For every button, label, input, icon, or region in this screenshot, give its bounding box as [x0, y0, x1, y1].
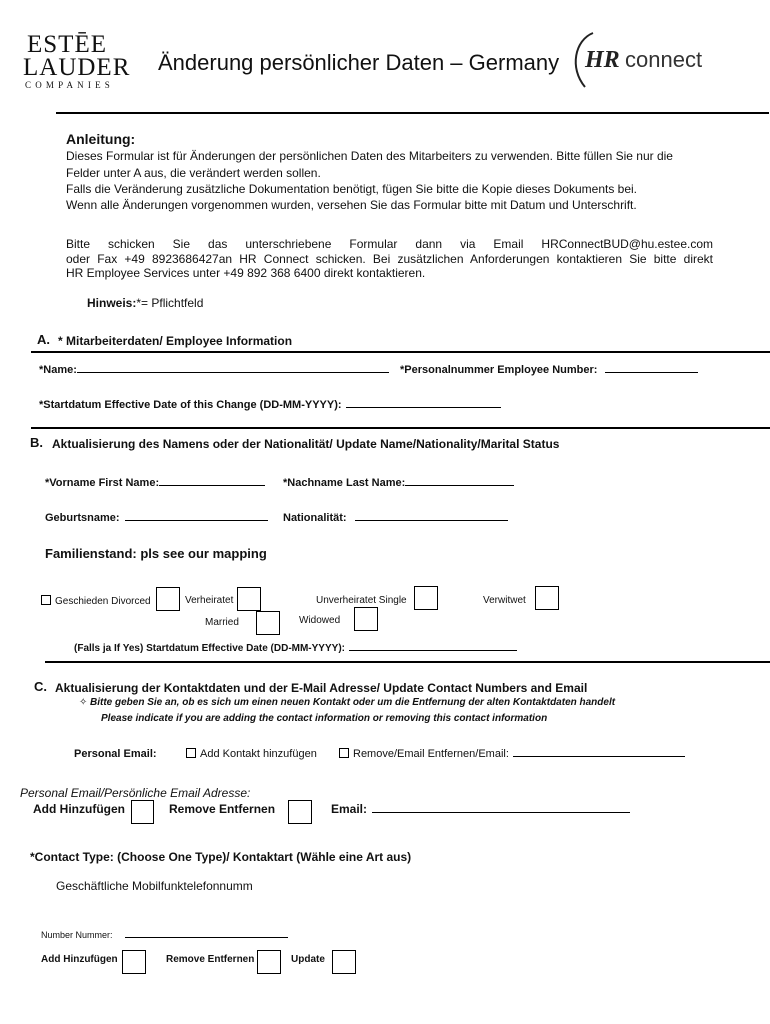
birth-name-field[interactable]: [125, 520, 268, 521]
email-field[interactable]: [372, 812, 630, 813]
employee-number-row: [400, 364, 698, 376]
logo-line-3: COMPANIES: [25, 80, 114, 90]
required-note-label: Hinweis:: [87, 296, 137, 310]
email-remove-box[interactable]: [288, 800, 312, 824]
email-label: Email:: [331, 802, 368, 816]
marital-status-heading: Familienstand: pls see our mapping: [45, 546, 267, 561]
birth-name-row: [45, 512, 268, 524]
last-name-label: *Nachname Last Name:: [283, 477, 406, 489]
email-row: [331, 802, 630, 816]
logo-line-2: LAUDER: [23, 54, 131, 81]
email-add-box[interactable]: [131, 800, 154, 824]
number-label: Number Nummer:: [41, 930, 113, 940]
add-contact-checkbox[interactable]: [186, 748, 196, 758]
nationality-field[interactable]: [355, 520, 508, 521]
required-note-text: *= Pflichtfeld: [136, 296, 204, 310]
last-name-field[interactable]: [405, 485, 514, 486]
married-box-2[interactable]: [256, 611, 280, 635]
effective-date-label: *Startdatum Effective Date of this Change (DD-MM-YYYY):: [39, 399, 342, 411]
single-box[interactable]: [414, 586, 438, 610]
section-a-divider: [31, 351, 770, 353]
last-name-row: [283, 477, 514, 489]
header-divider: [56, 112, 769, 114]
instructions-heading: Anleitung:: [66, 131, 136, 147]
first-name-label: *Vorname First Name:: [45, 477, 160, 489]
married-box-1[interactable]: [237, 587, 261, 611]
divorced-checkbox[interactable]: [41, 595, 51, 605]
number-row: [41, 930, 288, 940]
add-contact-option[interactable]: [186, 748, 317, 760]
remove-email-field[interactable]: [513, 756, 685, 757]
remove-email-checkbox[interactable]: [339, 748, 349, 758]
nationality-row: [283, 512, 508, 524]
logo-line-1: ESTĒE: [27, 31, 107, 58]
instructions-send-line-2: oder Fax +49 8923686427an HR Connect schicken. Bei zusätzlichen Anforderungen kontaktieren Sie bitte direkt: [66, 252, 713, 266]
diamond-bullet-icon: ✧: [79, 697, 88, 708]
instructions-line-3: Falls die Veränderung zusätzliche Dokumentation benötigt, fügen Sie bitte die Kopie dieses Dokuments bei.: [66, 182, 638, 196]
divorced-label: Geschieden Divorced: [55, 596, 151, 607]
instructions-send-line-1: Bitte schicken Sie das unterschriebene Formular dann via Email HRConnectBUD@hu.estee.com: [66, 237, 713, 251]
widowed-label-2: Widowed: [299, 615, 341, 626]
personal-email-heading: Personal Email/Persönliche Email Adresse:: [20, 786, 251, 800]
number-add-box[interactable]: [122, 950, 146, 974]
if-yes-date-field[interactable]: [349, 650, 517, 651]
first-name-field[interactable]: [159, 485, 265, 486]
section-c-divider-top: [45, 661, 770, 663]
section-b-title: Aktualisierung des Namens oder der Nationalität/ Update Name/Nationality/Marital Status: [52, 437, 560, 451]
effective-date-field[interactable]: [346, 407, 501, 408]
page-title: Änderung persönlicher Daten – Germany: [158, 50, 560, 75]
married-label-1: Verheiratet: [185, 595, 234, 606]
divorced-option[interactable]: [41, 595, 151, 607]
instructions-line-2: Felder unter A aus, die verändert werden sollen.: [66, 166, 321, 180]
widowed-box-2[interactable]: [354, 607, 378, 631]
section-c-title: Aktualisierung der Kontaktdaten und der E-Mail Adresse/ Update Contact Numbers and Email: [55, 681, 588, 695]
section-c-letter: C.: [34, 679, 47, 694]
business-mobile-label: Geschäftliche Mobilfunktelefonnumm: [56, 879, 253, 893]
remove-email-option[interactable]: [339, 748, 685, 760]
employee-number-label: *Personalnummer Employee Number:: [400, 364, 598, 376]
name-label: *Name:: [39, 364, 77, 376]
first-name-row: [45, 477, 265, 489]
number-update-box[interactable]: [332, 950, 356, 974]
instructions-send-line-3: HR Employee Services unter +49 892 368 6400 direkt kontaktieren.: [66, 266, 426, 280]
number-update-label: Update: [291, 954, 325, 965]
if-yes-date-row: [74, 643, 517, 654]
name-field[interactable]: [77, 372, 389, 373]
hr-logo-bold: HR: [585, 47, 620, 73]
instructions-line-1: Dieses Formular ist für Änderungen der persönlichen Daten des Mitarbeiters zu verwenden. Bitte füllen Sie nur die: [66, 149, 673, 163]
hr-logo-text: connect: [625, 47, 703, 72]
widowed-box-1[interactable]: [535, 586, 559, 610]
nationality-label: Nationalität:: [283, 512, 347, 524]
section-b-letter: B.: [30, 435, 43, 450]
effective-date-row: [39, 399, 501, 411]
email-remove-label: Remove Entfernen: [169, 802, 276, 816]
employee-number-field[interactable]: [605, 372, 698, 373]
section-a-letter: A.: [37, 332, 50, 347]
section-a-title: * Mitarbeiterdaten/ Employee Information: [58, 334, 293, 348]
instructions-line-4: Wenn alle Änderungen vorgenommen wurden, versehen Sie das Formular bitte mit Datum und Unterschrift.: [66, 198, 637, 212]
personal-email-label: Personal Email:: [74, 748, 157, 760]
section-c-note-2: Please indicate if you are adding the contact information or removing this contact information: [101, 713, 548, 724]
section-c-note-1: Bitte geben Sie an, ob es sich um einen neuen Kontakt oder um die Entfernung der alten Kontaktdaten handelt: [90, 697, 616, 708]
add-contact-label: Add Kontakt hinzufügen: [200, 748, 317, 760]
number-remove-label: Remove Entfernen: [166, 954, 255, 965]
section-b-divider-top: [31, 427, 770, 429]
if-yes-date-label: (Falls ja If Yes) Startdatum Effective Date (DD-MM-YYYY):: [74, 643, 345, 654]
remove-email-label: Remove/Email Entfernen/Email:: [353, 748, 509, 760]
number-field[interactable]: [125, 937, 288, 938]
number-remove-box[interactable]: [257, 950, 281, 974]
single-label: Unverheiratet Single: [316, 595, 407, 606]
divorced-box[interactable]: [156, 587, 180, 611]
birth-name-label: Geburtsname:: [45, 512, 120, 524]
widowed-label-1: Verwitwet: [483, 595, 526, 606]
name-row: [39, 364, 389, 376]
number-add-label: Add Hinzufügen: [41, 954, 118, 965]
required-note: [87, 296, 203, 310]
married-label-2: Married: [205, 617, 239, 628]
email-add-label: Add Hinzufügen: [33, 802, 125, 816]
contact-type-heading: *Contact Type: (Choose One Type)/ Kontaktart (Wähle eine Art aus): [30, 850, 412, 864]
